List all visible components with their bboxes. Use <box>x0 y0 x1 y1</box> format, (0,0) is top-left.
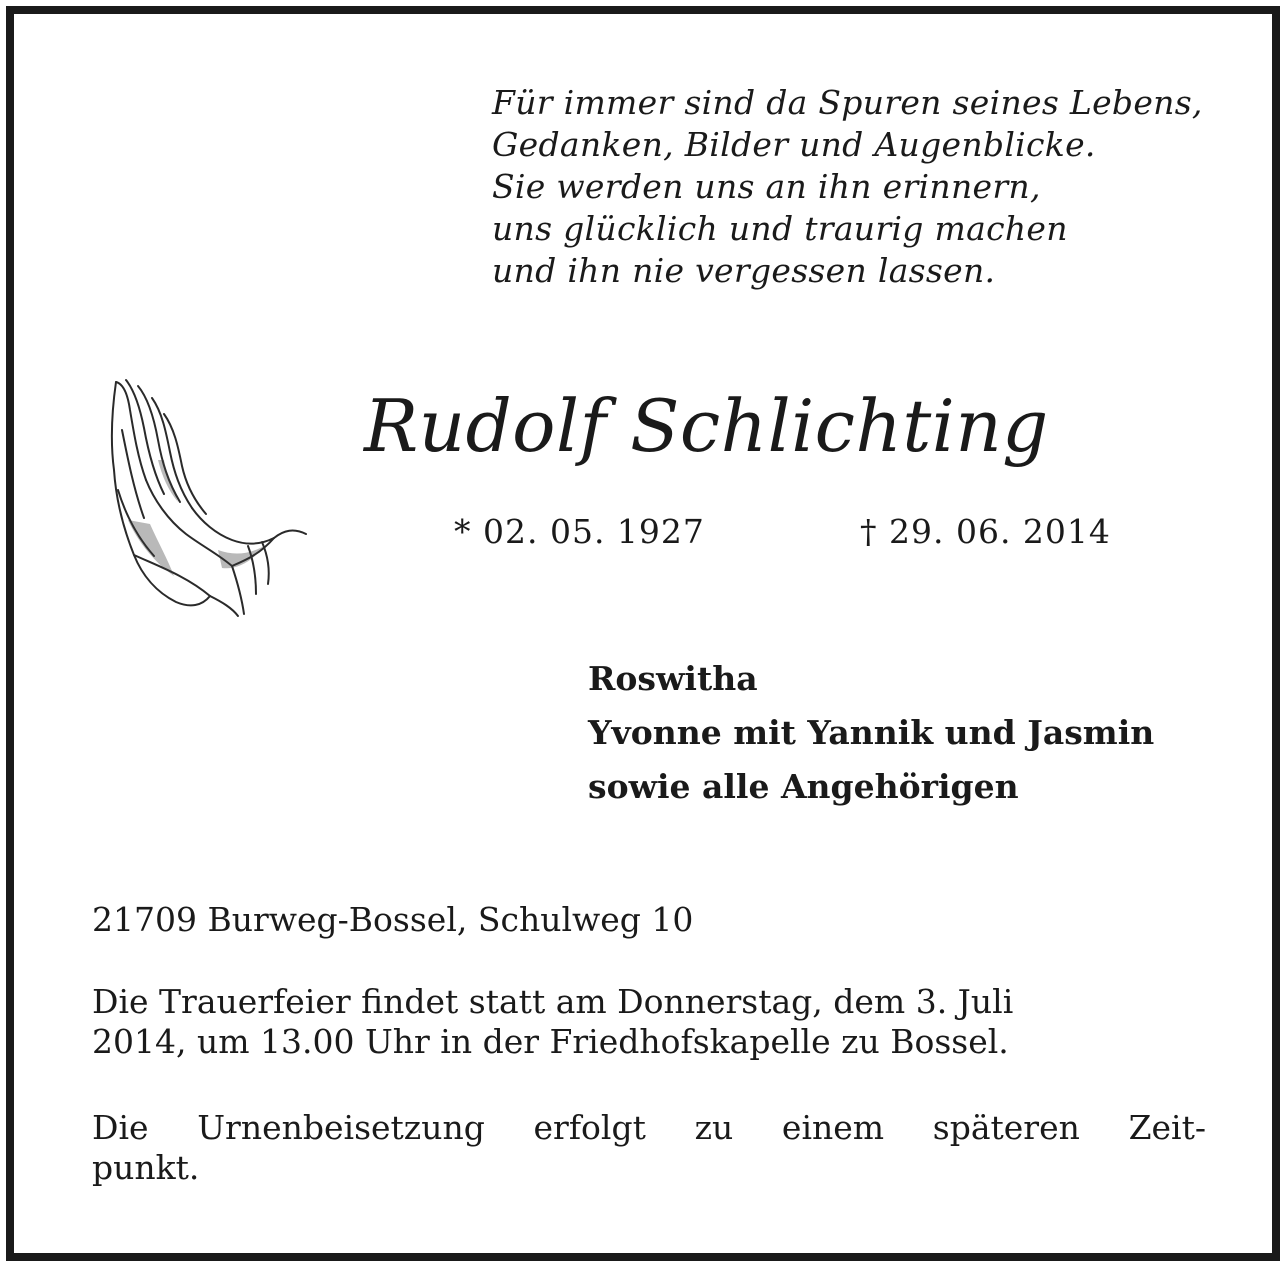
obituary-frame <box>6 6 1280 1261</box>
poem-line: Sie werden uns an ihn erinnern, <box>492 167 1041 206</box>
burial-line: punkt. <box>92 1148 200 1187</box>
poem-line: Gedanken, Bilder und Augenblicke. <box>492 125 1096 164</box>
ceremony-line: 2014, um 13.00 Uhr in der Friedhofskapelle zu Bossel. <box>92 1022 1009 1061</box>
praying-hands-icon <box>98 370 312 620</box>
birth-date: * 02. 05. 1927 <box>454 512 705 551</box>
deceased-name: Rudolf Schlichting <box>364 384 1049 468</box>
ceremony-notice <box>92 982 1206 1062</box>
poem-line: und ihn nie vergessen lassen. <box>492 251 996 290</box>
poem-line: Für immer sind da Spuren seines Lebens, <box>492 83 1203 122</box>
burial-line: Die Urnenbeisetzung erfolgt zu einem späteren Zeit- <box>92 1108 1206 1147</box>
mourners-list <box>588 652 1154 814</box>
mourner-line: Roswitha <box>588 659 758 698</box>
family-address: 21709 Burweg-Bossel, Schulweg 10 <box>92 900 694 939</box>
mourner-line: sowie alle Angehörigen <box>588 767 1019 806</box>
burial-notice <box>92 1108 1206 1188</box>
mourner-line: Yvonne mit Yannik und Jasmin <box>588 713 1155 752</box>
ceremony-line: Die Trauerfeier findet statt am Donnerstag, dem 3. Juli <box>92 982 1014 1021</box>
memorial-poem <box>492 82 1203 292</box>
poem-line: uns glücklich und traurig machen <box>492 209 1068 248</box>
death-date: † 29. 06. 2014 <box>860 512 1111 551</box>
